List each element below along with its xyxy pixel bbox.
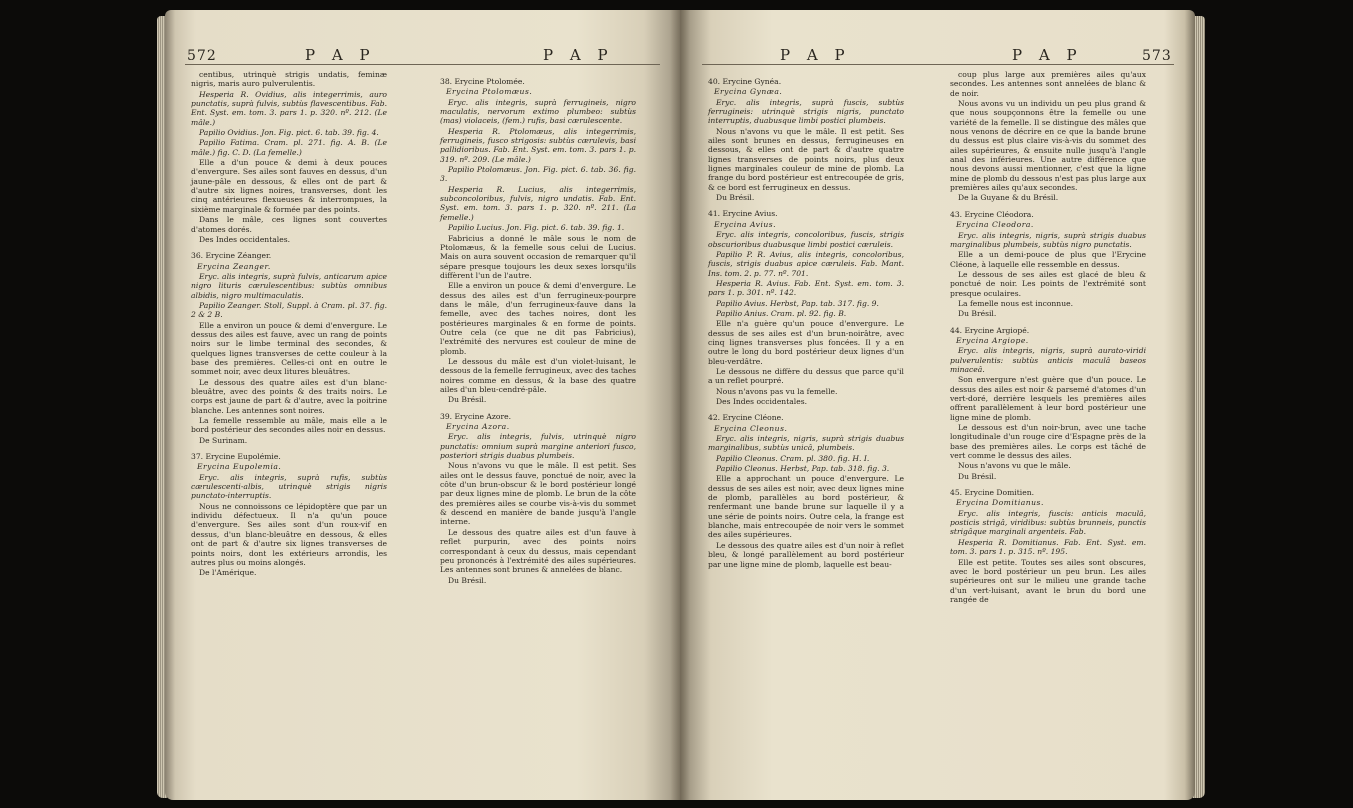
text-paragraph: Le dessous est d'un noir-brun, avec une tache longitudinale d'un rouge cire d'Espagne près de la base des premières ailes. Le corps est tâché de vert comme le dessus des ailes. bbox=[950, 423, 1146, 461]
text-paragraph: Dans le mâle, ces lignes sont couvertes d'atomes dorés. bbox=[191, 215, 387, 234]
text-paragraph: Le dessous des quatre ailes est d'un fauve à reflet purpurin, avec des points noirs correspondant à ceux du dessus, mais cependant peu prononcés à l'extrémité des ailes supérieures. Les antennes sont brunes & annelées de blanc. bbox=[440, 527, 636, 575]
text-paragraph: centibus, utrinquè strigis undatis, feminæ nigris, maris auro pulverulentis. bbox=[191, 70, 387, 89]
left-column-1 bbox=[191, 70, 387, 579]
text-paragraph: Du Brésil. bbox=[958, 471, 997, 481]
left-page-number: 572 bbox=[187, 48, 217, 64]
text-paragraph: Papilio Anius. Cram. pl. 92. fig. B. bbox=[716, 308, 847, 318]
text-paragraph: Hesperia R. Ptolomæus, alis integerrimis, ferrugineis, fusco strigosis: subtùs cærulevis, basi pallidioribus. Fab. Ent. Syst. em. tom. 3. pars 1. p. 319. nº. 209. (Le mâle.) bbox=[440, 126, 636, 164]
right-column-1 bbox=[708, 70, 904, 570]
text-paragraph: Eryc. alis integris, nigris, suprà aurato-viridi pulverulentis: subtùs anticis maculâ baseos minaceâ. bbox=[950, 346, 1146, 374]
open-book bbox=[165, 10, 1195, 800]
text-paragraph: Du Brésil. bbox=[716, 193, 755, 203]
text-paragraph: 40. Erycine Gynéa. bbox=[708, 77, 782, 86]
text-paragraph: Hesperia R. Avius. Fab. Ent. Syst. em. tom. 3. pars 1. p. 301. nº. 142. bbox=[708, 278, 904, 298]
text-paragraph: 36. Erycine Zéanger. bbox=[191, 251, 272, 261]
text-paragraph: 38. Erycine Ptolomée. bbox=[440, 77, 525, 86]
text-paragraph: Le dessous ne diffère du dessus que parce qu'il a un reflet pourpré. bbox=[708, 366, 904, 386]
text-paragraph: Le dessous des quatre ailes est d'un blanc-bleuâtre, avec des points & des traits noirs. Le corps est jaune de part & d'autre, avec la poitrine blanche. Les antennes sont noires. bbox=[191, 377, 387, 415]
text-paragraph: Eryc. alis integris, concoloribus, fuscis, strigis obscurioribus duabusque limbi postici cæruleis. bbox=[708, 230, 904, 249]
text-paragraph: Nous n'avons pas vu la femelle. bbox=[716, 386, 838, 396]
text-paragraph: La femelle ressemble au mâle, mais elle a le bord postérieur des secondes ailes noir en dessus. bbox=[191, 416, 387, 435]
text-paragraph: Eryc. alis integris, fuscis: anticis maculâ, posticis strigâ, viridibus: subtùs brunneis, punctis strigâque marginali argenteis. Fab. bbox=[950, 508, 1146, 537]
text-paragraph: Le dessous des quatre ailes est d'un noir à reflet bleu, & longé parallèlement au bord postérieur par une ligne mine de plomb, laquelle est beau- bbox=[708, 540, 904, 569]
text-paragraph: Papilio Cleonus. Cram. pl. 380. fig. H. I. bbox=[716, 453, 870, 463]
text-paragraph: 43. Erycine Cléodora. bbox=[950, 209, 1034, 219]
text-paragraph: Elle a approchant un pouce d'envergure. Le dessus de ses ailes est noir, avec deux lignes mine de plomb, parallèles au bord postérieur, & renfermant une bande brune sur laquelle il y a une série de points noirs. Outre cela, la frange est blanche, mais entrecoupée de noir vers le sommet des ailes supérieures. bbox=[708, 474, 904, 540]
text-paragraph: Papilio Fatima. Cram. pl. 271. fig. A. B. (Le mâle.) fig. C. D. (La femelle.) bbox=[191, 138, 387, 157]
text-paragraph: De la Guyane & du Brésil. bbox=[958, 193, 1059, 203]
text-paragraph: Du Brésil. bbox=[448, 575, 487, 585]
text-paragraph: Eryc. alis integris, nigris, suprà strigis duabus marginalibus plumbeis, subtùs nigro punctatis. bbox=[950, 230, 1146, 249]
text-paragraph: Elle n'a guère qu'un pouce d'envergure. Le dessus de ses ailes est d'un brun-noirâtre, avec cinq lignes transverses plus foncées. Il y a en outre le long du bord postérieur deux lignes d'un bleu-verdâtre. bbox=[708, 319, 904, 366]
text-paragraph: Elle a un demi-pouce de plus que l'Erycine Cléone, à laquelle elle ressemble en dessus. bbox=[950, 250, 1146, 269]
text-paragraph: 37. Erycine Eupolémie. bbox=[191, 452, 281, 462]
text-paragraph: Nous n'avons vu que le mâle. bbox=[958, 461, 1071, 471]
text-paragraph: Eryc. alis integris, suprà fulvis, anticarum apice nigro lituris cærulescentibus: subtùs omnibus albidis, nigro multimaculatis. bbox=[191, 271, 387, 300]
right-page-number: 573 bbox=[1142, 48, 1172, 64]
text-paragraph: Papilio Lucius. Jon. Fig. pict. 6. tab. 39. fig. 1. bbox=[448, 223, 625, 233]
text-paragraph: Nous n'avons vu que le mâle. Il est petit. Ses ailes sont brunes en dessus, ferrugineuses en dessous, & elles ont de part & d'autre quatre lignes transverses de points noirs, plus deux lignes marginales couleur de mine de plomb. La frange du bord postérieur est entrecoupée de gris, & ce bord est ferrugineux en dessus. bbox=[708, 126, 904, 192]
text-paragraph: Eryc. alis integris, nigris, suprà strigis duabus marginalibus, subtùs unicâ, plumbeis. bbox=[708, 434, 904, 453]
text-paragraph: 41. Erycine Avius. bbox=[708, 209, 778, 219]
text-paragraph: Eryc. alis integris, fulvis, utrinquè nigro punctatis: omnium suprà margine anteriori fusco, posteriori strigis duabus plumbeis. bbox=[440, 432, 636, 461]
right-column-2 bbox=[950, 70, 1146, 605]
text-paragraph: Le dessous du mâle est d'un violet-luisant, le dessous de la femelle ferrugineux, avec des taches noires comme en dessus, & la base des quatre ailes d'un bleu-cendré-pâle. bbox=[440, 356, 636, 394]
right-running-head-2: P A P bbox=[1012, 46, 1083, 64]
text-paragraph: Papilio Avius. Herbst, Pap. tab. 317. fig. 9. bbox=[716, 298, 879, 308]
text-paragraph: Papilio Ptolomæus. Jon. Fig. pict. 6. tab. 36. fig. 3. bbox=[440, 165, 636, 184]
text-paragraph: Erycina Zeanger. bbox=[197, 261, 271, 271]
left-column-2 bbox=[440, 70, 636, 586]
text-paragraph: Papilio P. R. Avius, alis integris, concoloribus, fuscis, strigis duabus apice cæruleis. Fab. Mant. Ins. tom. 2. p. 77. nº. 701. bbox=[708, 249, 904, 278]
text-paragraph: Nous avons vu un individu un peu plus grand & que nous soupçonnons être la femelle ou une variété de la femelle. Il se distingue des mâles que nous venons de décrire en ce que la bande brune du dessus est plus claire vis-à-vis du sommet des ailes supérieures, & ensuite nulle jusqu'à l'angle anal des inférieures. Une autre différence que nous devons aussi mentionner, c'est que la ligne mine de plomb du dessous n'est pas plus large aux premières ailes qu'aux secondes. bbox=[950, 99, 1146, 193]
right-header-rule bbox=[702, 64, 1174, 65]
text-paragraph: Papilio Zeanger. Stoll, Suppl. à Cram. pl. 37. fig. 2 & 2 B. bbox=[191, 300, 387, 320]
text-paragraph: Hesperia R. Ovidius, alis integerrimis, auro punctatis, suprà fulvis, subtùs flavescentibus. Fab. Ent. Syst. em. tom. 3. pars 1. p. 320. nº. 212. (Le mâle.) bbox=[191, 89, 387, 127]
text-paragraph: Nous n'avons vu que le mâle. Il est petit. Ses ailes ont le dessus fauve, ponctué de noir, avec la côte d'un brun-obscur & le bord postérieur longé par deux lignes mine de plomb. Le brun de la côte des premières ailes se courbe vis-à-vis du sommet & descend en manière de bande jusqu'à l'angle interne. bbox=[440, 461, 636, 527]
text-paragraph: 44. Erycine Argiopé. bbox=[950, 325, 1030, 335]
text-paragraph: Des Indes occidentales. bbox=[716, 397, 808, 406]
right-running-head-1: P A P bbox=[780, 46, 851, 64]
text-paragraph: Elle a d'un pouce & demi à deux pouces d'envergure. Ses ailes sont fauves en dessus, d'un jaune-pâle en dessous, & elles ont de part & d'autre six lignes noires, transverses, dont les cinq antérieures flexueuses & interrompues, la sixième marginale & formée par des points. bbox=[191, 158, 387, 214]
text-paragraph: Du Brésil. bbox=[448, 395, 487, 405]
text-paragraph: Erycina Domitianus. bbox=[956, 498, 1044, 508]
left-header-rule bbox=[185, 64, 660, 65]
text-paragraph: coup plus large aux premières ailes qu'aux secondes. Les antennes sont annelées de blanc & de noir. bbox=[950, 70, 1146, 98]
text-paragraph: Du Brésil. bbox=[958, 309, 997, 319]
text-paragraph: Erycina Cleodora. bbox=[956, 220, 1034, 230]
text-paragraph: Eryc. alis integris, suprà rufis, subtùs cærulescenti-albis, utrinquè strigis nigris punctato-interruptis. bbox=[191, 472, 387, 501]
text-paragraph: Nous ne connoissons ce lépidoptère que par un individu défectueux. Il n'a qu'un pouce d'envergure. Ses ailes sont d'un roux-vif en dessus, d'un blanc-bleuâtre en dessous, & elles ont de part & d'autre six lignes transverses de points noirs, dont les extérieurs arrondis, les autres plus ou moins alongés. bbox=[191, 501, 387, 567]
text-paragraph: 45. Erycine Domitien. bbox=[950, 488, 1035, 498]
text-paragraph: Fabricius a donné le mâle sous le nom de Ptolomæus, & la femelle sous celui de Lucius. Mais on aura souvent occasion de remarquer qu'il sépare presque toujours les deux sexes lorsqu'ils diffèrent l'un de l'autre. bbox=[440, 233, 636, 280]
text-paragraph: Elle a environ un pouce & demi d'envergure. Le dessus des ailes est d'un ferrugineux-pourpre dans le mâle, d'un ferrugineux-fauve dans la femelle, avec des taches noires, dont les postérieures marginales & en forme de points. Outre cela (ce que ne dit pas Fabricius), l'extrémité des nervures est couleur de mine de plomb. bbox=[440, 281, 636, 356]
text-paragraph: Erycina Gynæa. bbox=[714, 87, 783, 97]
text-paragraph: Hesperia R. Domitianus. Fab. Ent. Syst. em. tom. 3. pars 1. p. 315. nº. 195. bbox=[950, 537, 1146, 557]
text-paragraph: Erycina Azora. bbox=[446, 422, 510, 432]
text-paragraph: Erycina Avius. bbox=[714, 219, 777, 229]
text-paragraph: Eryc. alis integris, suprà ferrugineis, nigro maculatis, nervorum extimo plumbeo: subtùs (mas) violaceis, (fem.) rufis, basi cærulescente. bbox=[440, 97, 636, 126]
text-paragraph: De l'Amérique. bbox=[199, 568, 257, 578]
text-paragraph: Des Indes occidentales. bbox=[199, 234, 291, 244]
text-paragraph: 39. Erycine Azore. bbox=[440, 411, 512, 421]
text-paragraph: Le dessous de ses ailes est glacé de bleu & ponctué de noir. Les points de l'extrémité sont presque oculaires. bbox=[950, 269, 1146, 298]
text-paragraph: Elle a environ un pouce & demi d'envergure. Le dessus des ailes est fauve, avec un rang de points noirs sur le limbe terminal des secondes, & quelques lignes transverses de cette couleur à la base des premières. Celles-ci ont en outre le sommet noir, avec deux litures bleuâtres. bbox=[191, 320, 387, 377]
text-paragraph: Erycina Argiope. bbox=[956, 335, 1029, 345]
text-paragraph: Hesperia R. Lucius, alis integerrimis, subconcoloribus, fulvis, nigro undatis. Fab. Ent. Syst. em. tom. 3. pars 1. p. 320. nº. 211. (La femelle.) bbox=[440, 184, 636, 222]
left-page bbox=[165, 10, 680, 800]
text-paragraph: 42. Erycine Cléone. bbox=[708, 413, 784, 423]
text-paragraph: Son envergure n'est guère que d'un pouce. Le dessus des ailes est noir & parsemé d'atomes d'un vert-doré, derrière lesquels les premières ailes offrent parallèlement à leur bord postérieur une ligne mine de plomb. bbox=[950, 375, 1146, 422]
left-running-head-1: P A P bbox=[305, 46, 376, 64]
right-page bbox=[680, 10, 1195, 800]
text-paragraph: Erycina Ptolomæus. bbox=[446, 87, 533, 97]
text-paragraph: De Surinam. bbox=[199, 435, 248, 445]
text-paragraph: Elle est petite. Toutes ses ailes sont obscures, avec le bord postérieur un peu brun. Les ailes supérieures ont sur le milieu une grande tache d'un vert-luisant, avant le brun du bord une rangée de bbox=[950, 557, 1146, 604]
text-paragraph: Erycina Eupolemia. bbox=[197, 462, 282, 472]
left-running-head-2: P A P bbox=[543, 46, 614, 64]
text-paragraph: La femelle nous est inconnue. bbox=[958, 298, 1073, 308]
text-paragraph: Erycina Cleonus. bbox=[714, 423, 788, 433]
text-paragraph: Papilio Cleonus. Herbst, Pap. tab. 318. fig. 3. bbox=[716, 464, 890, 474]
text-paragraph: Eryc. alis integris, suprà fuscis, subtùs ferrugineis: utrinquè strigis nigris, punctato interruptis, duabusque limbi postici plumbeis. bbox=[708, 97, 904, 126]
text-paragraph: Papilio Ovidius. Jon. Fig. pict. 6. tab. 39. fig. 4. bbox=[199, 128, 379, 138]
